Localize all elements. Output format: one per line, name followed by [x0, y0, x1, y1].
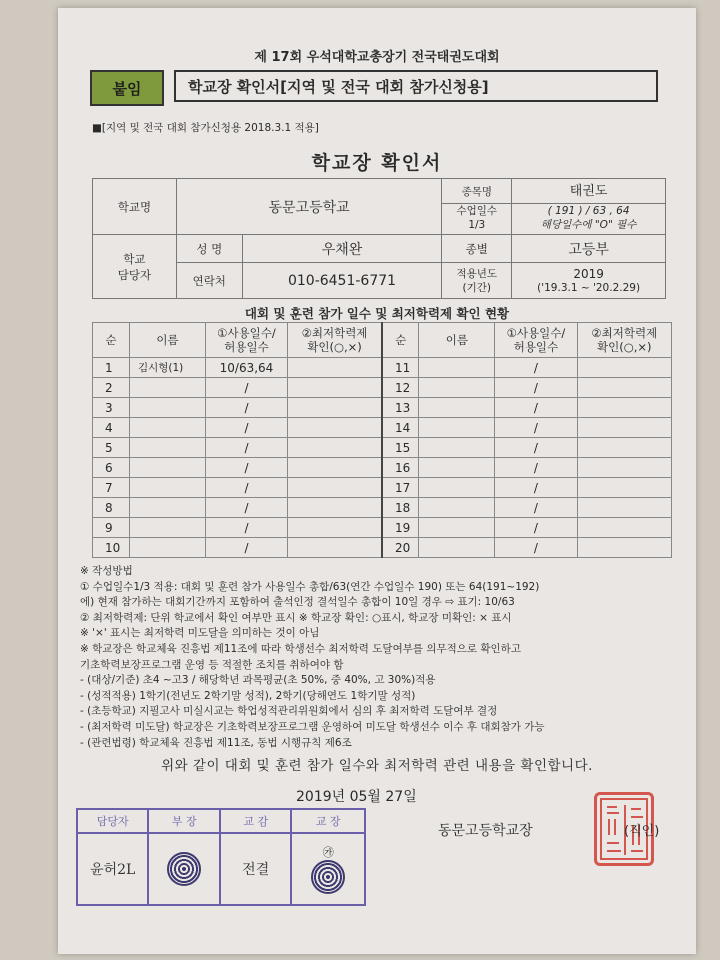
row-name-right — [419, 378, 495, 398]
approval-head-manager: 담당자 — [77, 809, 148, 833]
col-check — [288, 323, 382, 358]
table-row — [93, 398, 672, 418]
table-row — [93, 378, 672, 398]
row-number-right: 11 — [382, 358, 419, 378]
row-check-right — [577, 478, 672, 498]
approval-header-row — [77, 809, 365, 833]
signature-manager-text: 윤허2L — [90, 862, 136, 878]
table-row — [93, 478, 672, 498]
row-name-right — [419, 538, 495, 558]
attachment-badge: 붙임 — [90, 70, 164, 106]
row-check-right — [577, 498, 672, 518]
days-label-2: 1/3 — [468, 219, 486, 231]
col-check-right-2: 확인(○,×) — [596, 340, 652, 354]
signature-manager — [77, 833, 148, 905]
row-name-right — [419, 418, 495, 438]
row-days: / — [205, 418, 287, 438]
document-title: 학교장 확인서 — [311, 152, 443, 174]
section-title: 대회 및 훈련 참가 일수 및 최저학력제 확인 현황 — [244, 306, 510, 321]
table-row — [93, 498, 672, 518]
event-label-cell — [442, 179, 512, 235]
signature-director — [148, 833, 220, 905]
row-number: 4 — [93, 418, 130, 438]
row-number: 10 — [93, 538, 130, 558]
division-label: 종별 — [442, 235, 512, 263]
school-name: 동문고등학교 — [176, 179, 442, 235]
col-no: 순 — [93, 323, 130, 358]
event-value: 태권도 — [512, 181, 665, 204]
row-number: 6 — [93, 458, 130, 478]
table-row — [93, 358, 672, 378]
event-value-cell — [512, 179, 666, 235]
note-line: ① 수업일수1/3 적용: 대회 및 훈련 참가 사용일수 총합/63(연간 수업일수 190) 또는 64(191~192) — [80, 580, 540, 593]
table-header-row — [93, 323, 672, 358]
row-name — [129, 498, 205, 518]
row-check — [288, 518, 382, 538]
info-table — [92, 178, 666, 299]
name-label: 성 명 — [176, 235, 242, 263]
row-days: / — [205, 398, 287, 418]
row-number: 7 — [93, 478, 130, 498]
participation-table — [92, 322, 672, 558]
row-number: 9 — [93, 518, 130, 538]
row-number: 5 — [93, 438, 130, 458]
row-number-right: 20 — [382, 538, 419, 558]
col-days — [205, 323, 287, 358]
table-row — [93, 458, 672, 478]
row-number-right: 14 — [382, 418, 419, 438]
row-check-right — [577, 418, 672, 438]
row-check — [288, 458, 382, 478]
col-name-right: 이름 — [419, 323, 495, 358]
note-line: 에) 현재 참가하는 대회기간까지 포함하여 출석인정 결석일수 총합이 10일 경우 ⇨ 표기: 10/63 — [80, 596, 515, 609]
col-check-2: 확인(○,×) — [307, 340, 362, 354]
row-check-right — [577, 358, 672, 378]
year-label-2: (기간) — [462, 281, 492, 294]
row-days: / — [205, 538, 287, 558]
col-days-right-2: 허용일수 — [513, 340, 559, 354]
round-stamp-icon — [167, 852, 201, 886]
days-value-1: ( 191 ) / 63 , 64 — [547, 205, 630, 217]
row-name — [129, 438, 205, 458]
division-value: 고등부 — [512, 235, 666, 263]
signature-vice-principal-text: 전결 — [242, 862, 270, 878]
row-check-right — [577, 458, 672, 478]
approval-box — [76, 808, 366, 906]
row-name-right — [419, 438, 495, 458]
row-number-right: 18 — [382, 498, 419, 518]
col-name: 이름 — [129, 323, 205, 358]
applies-note: ■[지역 및 전국 대회 참가신청용 2018.3.1 적용] — [92, 122, 319, 134]
contact-value: 010-6451-6771 — [242, 263, 442, 299]
col-days-right-1: ①사용일수/ — [506, 326, 566, 340]
row-days: / — [205, 498, 287, 518]
row-check — [288, 418, 382, 438]
event-title: 제 17회 우석대학교총장기 전국태권도대회 — [254, 50, 500, 65]
approval-head-vice-principal: 교 감 — [220, 809, 291, 833]
note-line: - (최저학력 미도달) 학교장은 기초학력보장프로그램 운영하여 미도달 학생선수 이수 후 대회참가 가능 — [80, 720, 545, 733]
row-days-right: / — [495, 398, 577, 418]
row-days-right: / — [495, 478, 577, 498]
note-line: - (성적적용) 1학기(전년도 2학기말 성적), 2학기(당해연도 1학기말 성적) — [80, 689, 416, 702]
row-days: 10/63,64 — [205, 358, 287, 378]
note-line: - (대상/기준) 초4 ~고3 / 해당학년 과목평균(초 50%, 중 40%, 고 30%)적용 — [80, 674, 436, 687]
note-line: 기초학력보장프로그램 운영 등 적절한 조치를 취하여야 함 — [80, 658, 344, 671]
manager-label-cell — [93, 235, 177, 299]
col-check-right-1: ②최저학력제 — [591, 326, 658, 340]
row-name — [129, 418, 205, 438]
year-label-1: 적용년도 — [456, 267, 498, 280]
row-name-right — [419, 498, 495, 518]
manager-label-1: 학교 — [123, 251, 146, 266]
signature-vice-principal — [220, 833, 291, 905]
row-check — [288, 378, 382, 398]
principal-title: 동문고등학교장 — [438, 823, 533, 839]
days-label-1: 수업일수 — [456, 205, 498, 217]
row-name: 김시형(1) — [129, 358, 205, 378]
table-row — [93, 518, 672, 538]
round-stamp-icon — [311, 860, 345, 894]
row-days: / — [205, 478, 287, 498]
row-days-right: / — [495, 378, 577, 398]
row-check-right — [577, 518, 672, 538]
document-page — [58, 8, 696, 954]
confirmation-statement: 위와 같이 대회 및 훈련 참가 일수와 최저학력 관련 내용을 확인합니다. — [161, 758, 593, 774]
note-line: ② 최저학력제: 단위 학교에서 확인 여부만 표시 ※ 학교장 확인: ○표시, 학교장 미확인: × 표시 — [80, 611, 512, 624]
approval-sign-row — [77, 833, 365, 905]
row-days: / — [205, 458, 287, 478]
row-name — [129, 478, 205, 498]
year-label-cell — [442, 263, 512, 299]
table-row — [93, 538, 672, 558]
col-check-right — [577, 323, 672, 358]
row-days: / — [205, 438, 287, 458]
row-number-right: 17 — [382, 478, 419, 498]
signature-principal-text: ㉮ — [322, 846, 334, 859]
form-title-box: 학교장 확인서[지역 및 전국 대회 참가신청용] — [174, 70, 658, 102]
row-name — [129, 398, 205, 418]
row-check — [288, 498, 382, 518]
days-value-2: 해당일수에 "O" 필수 — [540, 219, 637, 231]
row-number-right: 15 — [382, 438, 419, 458]
table-row — [93, 438, 672, 458]
row-name-right — [419, 458, 495, 478]
row-name-right — [419, 478, 495, 498]
row-name — [129, 458, 205, 478]
row-number: 3 — [93, 398, 130, 418]
note-line: - (관련법령) 학교체육 진흥법 제11조, 동법 시행규칙 제6조 — [80, 736, 352, 749]
row-name — [129, 538, 205, 558]
row-days-right: / — [495, 538, 577, 558]
row-name-right — [419, 518, 495, 538]
table-body — [93, 358, 672, 558]
signature-principal — [291, 833, 365, 905]
col-no-right: 순 — [382, 323, 419, 358]
row-days-right: / — [495, 418, 577, 438]
row-number: 8 — [93, 498, 130, 518]
row-name-right — [419, 358, 495, 378]
row-check — [288, 438, 382, 458]
row-number-right: 19 — [382, 518, 419, 538]
row-check — [288, 478, 382, 498]
approval-head-director: 부 장 — [148, 809, 220, 833]
row-name-right — [419, 398, 495, 418]
row-number-right: 12 — [382, 378, 419, 398]
school-label: 학교명 — [93, 179, 177, 235]
note-line: ※ 학교장은 학교체육 진흥법 제11조에 따라 학생선수 최저학력 도달여부를 의무적으로 확인하고 — [80, 642, 521, 655]
row-number-right: 16 — [382, 458, 419, 478]
col-check-1: ②최저학력제 — [301, 326, 368, 340]
row-days-right: / — [495, 518, 577, 538]
row-check-right — [577, 438, 672, 458]
col-days-right — [495, 323, 577, 358]
writing-instructions — [80, 564, 690, 751]
issue-date: 2019년 05월 27일 — [296, 789, 417, 805]
name-value: 우채완 — [242, 235, 442, 263]
row-number: 1 — [93, 358, 130, 378]
row-days-right: / — [495, 358, 577, 378]
year-value-1: 2019 — [573, 266, 604, 281]
row-name — [129, 518, 205, 538]
note-line: ※ '×' 표시는 최저학력 미도달을 의미하는 것이 아님 — [80, 627, 320, 640]
year-value-2: ('19.3.1 ~ '20.2.29) — [537, 281, 641, 294]
row-check-right — [577, 378, 672, 398]
note-line: ※ 작성방법 — [80, 565, 133, 577]
row-name — [129, 378, 205, 398]
row-check — [288, 358, 382, 378]
row-check-right — [577, 538, 672, 558]
event-label: 종목명 — [442, 181, 511, 204]
col-days-1: ①사용일수/ — [217, 326, 276, 340]
manager-label-2: 담당자 — [117, 267, 152, 282]
row-days-right: / — [495, 438, 577, 458]
row-days-right: / — [495, 498, 577, 518]
row-check — [288, 538, 382, 558]
approval-head-principal: 교 장 — [291, 809, 365, 833]
row-number: 2 — [93, 378, 130, 398]
seal-label: (직인) — [624, 824, 660, 839]
contact-label: 연락처 — [176, 263, 242, 299]
row-check — [288, 398, 382, 418]
row-days-right: / — [495, 458, 577, 478]
col-days-2: 허용일수 — [224, 340, 269, 354]
row-days: / — [205, 518, 287, 538]
note-line: - (초등학교) 지필고사 미실시교는 학업성적관리위원회에서 심의 후 최저학력 도달여부 결정 — [80, 705, 498, 718]
row-number-right: 13 — [382, 398, 419, 418]
row-days: / — [205, 378, 287, 398]
year-value-cell — [512, 263, 666, 299]
row-check-right — [577, 398, 672, 418]
table-row — [93, 418, 672, 438]
